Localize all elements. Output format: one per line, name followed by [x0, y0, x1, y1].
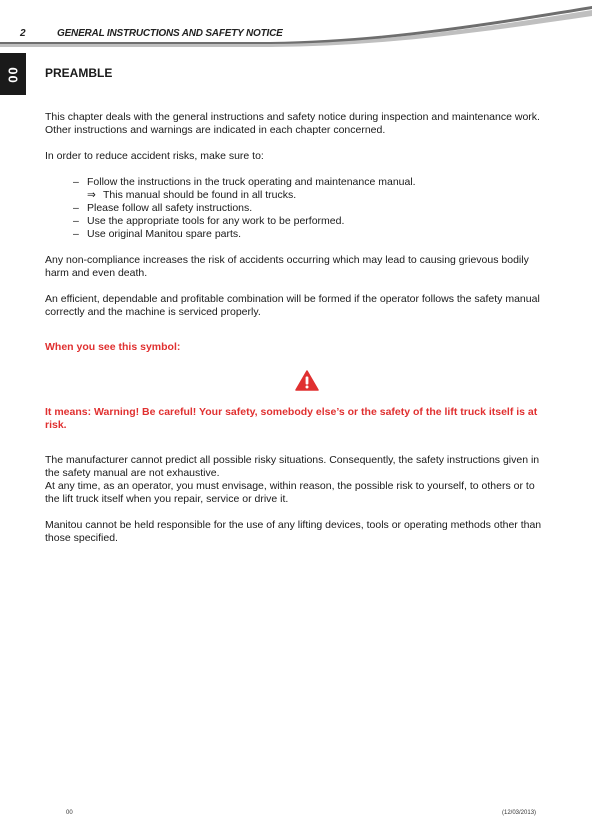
footer-date: (12/03/2013): [502, 810, 537, 816]
footer-chapter-code: 00: [66, 810, 73, 816]
page-heading: PREAMBLE: [45, 66, 113, 80]
combination-paragraph: An efficient, dependable and profitable combination will be formed if the operator follows the safety manual correctly and the machine is serviced properly.: [45, 293, 540, 318]
section-title: GENERAL INSTRUCTIONS AND SAFETY NOTICE: [57, 28, 283, 39]
intro-paragraph-2: Other instructions and warnings are indicated in each chapter concerned.: [45, 124, 386, 136]
list-item: – Follow the instructions in the truck operating and maintenance manual.: [73, 176, 550, 189]
safety-checklist: [45, 176, 550, 241]
list-item-sub: ⇒ This manual should be found in all trucks.: [73, 189, 550, 202]
symbol-meaning: It means: Warning! Be careful! Your safety, somebody else’s or the safety of the lift truck itself is at risk.: [45, 406, 538, 431]
page-content: [45, 66, 550, 545]
noncompliance-paragraph: Any non-compliance increases the risk of accidents occurring which may lead to causing grievous bodily harm and even death.: [45, 254, 529, 279]
manufacturer-paragraph-2: At any time, as an operator, you must envisage, within reason, the possible risk to yourself, to others or to the lift truck itself when you repair, service or drive it.: [45, 480, 535, 505]
list-item: – Use original Manitou spare parts.: [73, 228, 550, 241]
chapter-tab-label: 00: [5, 65, 21, 83]
list-item: – Please follow all safety instructions.: [73, 202, 550, 215]
warning-triangle-icon: [295, 370, 319, 391]
intro-paragraph-1: This chapter deals with the general instructions and safety notice during inspection and maintenance work.: [45, 111, 540, 123]
list-item: – Use the appropriate tools for any work to be performed.: [73, 215, 550, 228]
page-header: [0, 0, 592, 60]
symbol-intro: When you see this symbol:: [45, 341, 181, 353]
manufacturer-paragraph-1: The manufacturer cannot predict all possible risky situations. Consequently, the safety instructions given in the safety manual are not exhaustive.: [45, 454, 540, 479]
chapter-tab: [0, 53, 26, 95]
warning-symbol-row: [45, 370, 550, 392]
lead-in-text: In order to reduce accident risks, make sure to:: [45, 150, 264, 162]
page-number: 2: [20, 28, 26, 39]
liability-paragraph: Manitou cannot be held responsible for the use of any lifting devices, tools or operating methods other than those specified.: [45, 519, 542, 544]
